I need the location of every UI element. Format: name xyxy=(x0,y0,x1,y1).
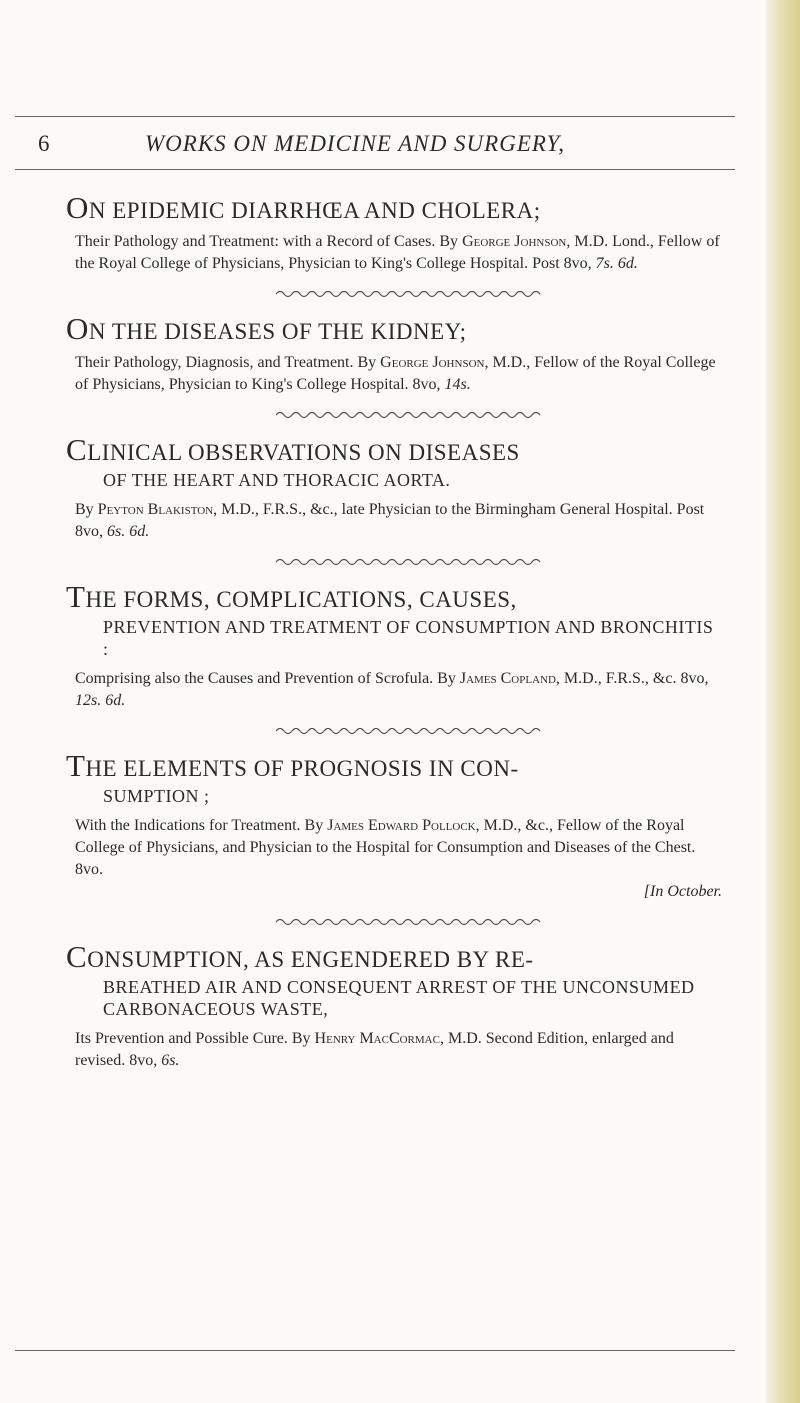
book-subtitle: SUMPTION ; xyxy=(103,786,210,806)
book-entry-epidemic-diarrhoea xyxy=(66,190,722,275)
description-text: Its Prevention and Possible Cure. By xyxy=(75,1030,315,1047)
ornamental-divider xyxy=(276,410,546,420)
book-title xyxy=(66,190,722,225)
description-text: , M.D., F.R.S., &c. 8vo, xyxy=(555,670,709,687)
book-title xyxy=(66,579,722,614)
book-subtitle: PREVENTION AND TREATMENT OF CONSUMPTION AND BRONCHITIS : xyxy=(103,617,714,659)
page-header xyxy=(30,127,740,167)
author-name: George Johnson xyxy=(380,354,485,371)
book-title xyxy=(66,432,722,467)
page-number: 6 xyxy=(38,131,50,156)
ornamental-divider xyxy=(276,557,546,567)
ornamental-divider xyxy=(276,917,546,927)
description-text: , M.D., F.R.S., &c., late Physician to the Birmingham General Hospital. Post 8vo, xyxy=(75,501,705,540)
top-rule xyxy=(15,116,735,117)
ornamental-divider xyxy=(276,726,546,736)
book-description xyxy=(75,668,722,712)
description-text: , M.D., Fellow of the Royal College of Physicians, Physician to King's College Hospital. 8vo, xyxy=(75,354,716,393)
running-head: WORKS ON MEDICINE AND SURGERY, xyxy=(145,131,565,156)
title-text: LINICAL OBSERVATIONS ON DISEASES xyxy=(87,440,520,465)
book-description xyxy=(75,499,722,543)
book-entry-clinical-observations xyxy=(66,432,722,543)
author-name: James Copland xyxy=(459,670,556,687)
title-initial: C xyxy=(66,432,88,467)
book-description xyxy=(75,352,722,396)
title-text: HE FORMS, COMPLICATIONS, CAUSES, xyxy=(85,587,517,612)
description-text: Their Pathology and Treatment: with a Record of Cases. By xyxy=(75,233,463,250)
description-text: , M.D. Lond., Fellow of the Royal College of Physicians, Physician to King's College Hospital. Post 8vo, xyxy=(75,233,720,272)
publication-note: [In October. xyxy=(643,883,722,900)
book-list xyxy=(66,190,722,1072)
description-text: By xyxy=(75,501,98,518)
book-subtitle: BREATHED AIR AND CONSEQUENT ARREST OF THE UNCONSUMED CARBONACEOUS WASTE, xyxy=(103,977,695,1019)
description-text: Their Pathology, Diagnosis, and Treatment. By xyxy=(75,354,381,371)
title-initial: C xyxy=(66,939,88,974)
author-name: Henry MacCormac xyxy=(314,1030,440,1047)
bottom-rule xyxy=(15,1350,735,1351)
title-text: HE ELEMENTS OF PROGNOSIS IN CON- xyxy=(85,756,519,781)
description-text: Comprising also the Causes and Prevention of Scrofula. By xyxy=(75,670,460,687)
price: 12s. 6d. xyxy=(75,692,126,709)
price: 6s. xyxy=(161,1052,180,1069)
title-initial: T xyxy=(66,579,86,614)
author-name: George Johnson xyxy=(462,233,567,250)
title-initial: O xyxy=(66,190,89,225)
price: 14s. xyxy=(444,376,471,393)
book-entry-elements-of-prognosis xyxy=(66,748,722,903)
description-text: , M.D. Second Edition, enlarged and revised. 8vo, xyxy=(75,1030,674,1069)
ornamental-divider xyxy=(276,289,546,299)
title-initial: T xyxy=(66,748,86,783)
author-name: Peyton Blakiston xyxy=(97,501,214,518)
price: 7s. 6d. xyxy=(595,255,638,272)
book-description xyxy=(75,1028,722,1072)
title-text: N THE DISEASES OF THE KIDNEY; xyxy=(88,319,467,344)
description-text: With the Indications for Treatment. By xyxy=(75,817,328,834)
book-description xyxy=(75,815,722,903)
book-title xyxy=(66,748,722,783)
description-text: , M.D., &c., Fellow of the Royal College of Physicians, and Physician to the Hospital for Consumption and Diseases of the Chest. 8vo. xyxy=(75,817,696,878)
book-subtitle: OF THE HEART AND THORACIC AORTA. xyxy=(103,470,451,490)
book-entry-diseases-of-kidney xyxy=(66,311,722,396)
price: 6s. 6d. xyxy=(107,523,150,540)
header-rule xyxy=(15,169,735,170)
title-text: ONSUMPTION, AS ENGENDERED BY RE- xyxy=(87,947,534,972)
page-edge xyxy=(766,0,800,1403)
book-title xyxy=(66,939,722,974)
book-entry-forms-of-consumption xyxy=(66,579,722,712)
book-entry-consumption-rebreathed-air xyxy=(66,939,722,1072)
author-name: James Edward Pollock xyxy=(327,817,476,834)
title-initial: O xyxy=(66,311,89,346)
book-description xyxy=(75,231,722,275)
book-title xyxy=(66,311,722,346)
title-text: N EPIDEMIC DIARRHŒA AND CHOLERA; xyxy=(88,198,541,223)
